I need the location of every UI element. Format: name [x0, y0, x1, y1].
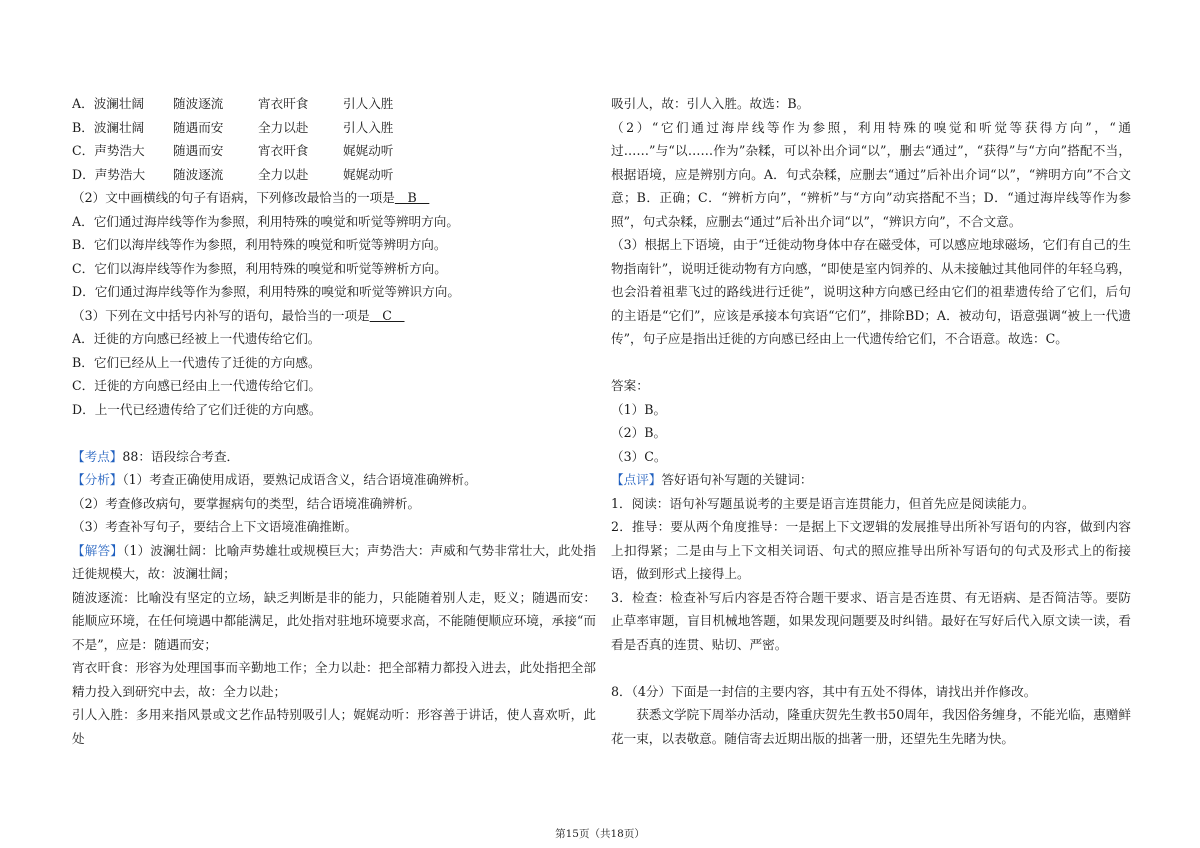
section-label: 【考点】: [72, 448, 123, 464]
option-line: B．它们已经从上一代遗传了迁徙的方向感。: [72, 354, 321, 370]
option-line: B．它们以海岸线等作为参照，利用特殊的嗅觉和听觉等辨明方向。: [72, 237, 447, 252]
option-cell: 宵衣旰食: [258, 143, 309, 158]
option-row: [72, 92, 596, 116]
paragraph: 随波逐流：比喻没有坚定的立场，缺乏判断是非的能力，只能随着别人走，贬义；随遇而安：能顺应环境，在任何境遇中都能满足，此处指对驻地环境要求高，不能随便顺应环境，承接“而不是”，应是：随遇而安；: [72, 589, 596, 652]
paragraph-line: （2）考查修改病句，要掌握病句的类型，结合语境准确辨析。: [72, 495, 421, 511]
option-cell: 随波逐流: [173, 166, 224, 182]
option-line: C．它们以海岸线等作为参照，利用特殊的嗅觉和听觉等辨析方向。: [72, 260, 447, 276]
option-cell: 全力以赴: [258, 166, 309, 182]
option-row: [72, 116, 596, 140]
paragraph: 1．阅读：语句补写题虽说考的主要是语言连贯能力，但首先应是阅读能力。: [611, 495, 1035, 511]
paragraph-line: 吸引人，故：引人入胜。故选：B。: [611, 96, 810, 111]
option-cell: B．波澜壮阔: [72, 119, 145, 135]
question-3-stem: （3）下列在文中括号内补写的语句，最恰当的一项是 C: [72, 307, 405, 323]
right-column: [611, 92, 1131, 750]
option-cell: C．声势浩大: [72, 143, 145, 158]
option-line: C．迁徙的方向感已经由上一代遗传给它们。: [72, 378, 321, 393]
option-cell: A．波澜壮阔: [72, 96, 145, 111]
section-label: 【解答】: [72, 542, 123, 558]
paragraph: （2）“它们通过海岸线等作为参照，利用特殊的嗅觉和听觉等获得方向”，“通过……”与“以……作为”杂糅，可以补出介词“以”，删去“通过”，“获得”与“方向”搭配不当，根据语境，应是辨别方向。A．句式杂糅，应删去“通过”后补出介词“以”，“辨明方向”不合文意；B．正确；C．“辨析方向”，“辨析”与“方向”动宾搭配不当；D．“通过海岸线等作为参照”，句式杂糅，应删去“通过”后补出介词“以”，“辨识方向”，不合文意。: [611, 119, 1131, 229]
option-cell: D．声势浩大: [72, 166, 146, 182]
option-line: D．它们通过海岸线等作为参照，利用特殊的嗅觉和听觉等辨识方向。: [72, 284, 460, 299]
answer-blank: C: [369, 307, 405, 323]
option-cell: 引人入胜: [343, 96, 394, 111]
paragraph: （3）根据上下语境，由于“迁徙动物身体中存在磁受体，可以感应地球磁场，它们有自己的生物指南针”，说明迁徙动物有方向感，“即使是室内饲养的、从未接触过其他同伴的年轻乌鸦，也会沿着祖辈飞过的路线进行迁徙”，说明这种方向感已经由它们的祖辈遗传给了它们，后句的主语是“它们”，应该是承接本句宾语“它们”，排除BD；A．被动句，语意强调“被上一代遗传”，句子应是指出迁徙的方向感已经由上一代遗传给它们，不合语意。故选：C。: [611, 237, 1131, 346]
option-line: A．迁徙的方向感已经被上一代遗传给它们。: [72, 331, 321, 346]
dianping-section: 【点评】答好语句补写题的关键词：: [611, 472, 813, 487]
option-cell: 娓娓动听: [343, 143, 394, 158]
kaodian-section: 【考点】88：语段综合考查．: [72, 448, 240, 464]
paragraph: 引人入胜：多用来指风景或文艺作品特别吸引人；娓娓动听：形容善于讲话，使人喜欢听，此处: [72, 707, 596, 746]
option-cell: 引人入胜: [343, 119, 394, 135]
option-line: D．上一代已经遗传给了它们迁徙的方向感。: [72, 401, 322, 417]
page-footer: 第15页（共18页）: [555, 828, 645, 840]
paragraph: 3．检查：检查补写后内容是否符合题干要求、语言是否连贯、有无语病、是否简洁等。要防止草率审题，盲目机械地答题，如果发现问题要及时纠错。最好在写好后代入原文读一读，看看是否真的连贯、贴切、严密。: [611, 589, 1131, 652]
option-row: [72, 163, 596, 187]
fenxi-section: 【分析】（1）考查正确使用成语，要熟记成语含义，结合语境准确辨析。: [72, 472, 477, 487]
section-label: 【点评】: [611, 472, 662, 487]
answer-blank: B: [394, 190, 430, 205]
option-cell: 全力以赴: [258, 119, 309, 135]
letter-paragraph: 获悉文学院下周举办活动，隆重庆贺先生教书50周年，我因俗务缠身，不能光临，惠赠鲜花一束，以表敬意。随信寄去近期出版的拙著一册，还望先生先睹为快。: [611, 707, 1131, 746]
paragraph: 宵衣旰食：形容为处理国事而辛勤地工作；全力以赴：把全部精力都投入进去，此处指把全部精力投入到研究中去，故：全力以赴；: [72, 660, 596, 699]
left-column: [72, 92, 596, 750]
option-cell: 随遇而安: [173, 119, 224, 135]
answer-line: （3）C。: [611, 448, 667, 464]
option-cell: 宵衣旰食: [258, 96, 309, 111]
jieda-section: 【解答】（1）波澜壮阔：比喻声势雄壮或规模巨大；声势浩大：声威和气势非常壮大，此处指迁徙规模大，故：波澜壮阔；: [72, 542, 597, 581]
option-row: [72, 139, 596, 163]
option-line: A．它们通过海岸线等作为参照，利用特殊的嗅觉和听觉等辨明方向。: [72, 213, 459, 229]
option-cell: 娓娓动听: [343, 166, 394, 182]
paragraph-line: （3）考查补写句子，要结合上下文语境准确推断。: [72, 519, 358, 534]
paragraph: 2．推导：要从两个角度推导：一是据上下文逻辑的发展推导出所补写语句的内容，做到内容上扣得紧；二是由与上下文相关词语、句式的照应推导出所补写语句的句式及形式上的衔接语，做到形式上接得上。: [611, 519, 1131, 581]
question-2-stem: （2）文中画横线的句子有语病，下列修改最恰当的一项是 B: [72, 190, 430, 205]
answer-line: （2）B。: [611, 425, 667, 440]
answer-title: 答案：: [611, 378, 649, 393]
answer-line: （1）B。: [611, 401, 667, 417]
question-8-stem: 8．（4分）下面是一封信的主要内容，其中有五处不得体，请找出并作修改。: [611, 683, 1037, 699]
section-label: 【分析】: [72, 472, 123, 487]
option-cell: 随遇而安: [173, 143, 224, 158]
option-cell: 随波逐流: [173, 96, 224, 111]
